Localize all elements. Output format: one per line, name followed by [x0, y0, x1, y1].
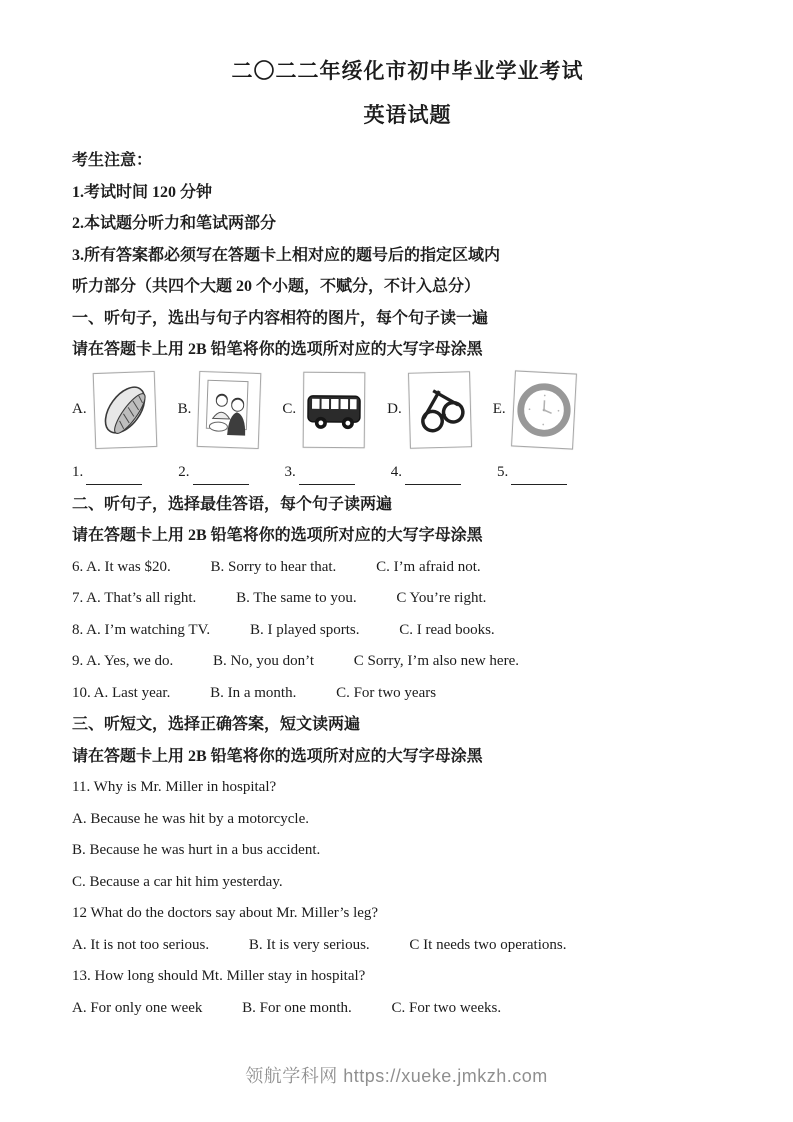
section1-heading: 一、听句子，选出与句子内容相符的图片，每个句子读一遍 — [72, 309, 489, 327]
blank-1-number: 1. — [72, 463, 84, 480]
picture-option-c — [282, 372, 365, 448]
q9-option-b: B. No, you don’t — [213, 653, 314, 669]
section1-instruction: 请在答题卡上用 2B 铅笔将你的选项所对应的大写字母涂黑 — [72, 341, 483, 358]
blank-5 — [497, 459, 567, 485]
bus-icon — [304, 374, 365, 445]
hotdog-icon — [93, 371, 156, 447]
section2-instruction: 请在答题卡上用 2B 铅笔将你的选项所对应的大写字母涂黑 — [72, 527, 483, 544]
exam-subtitle: 英语试题 — [363, 103, 452, 127]
q13-option-c: C. For two weeks. — [391, 999, 502, 1016]
blank-4 — [391, 459, 461, 485]
q10-option-c: C. For two years — [336, 684, 437, 701]
blank-2-number: 2. — [178, 463, 190, 480]
people-talking-icon — [199, 372, 260, 448]
q11-option-a: A. Because he was hit by a motorcycle. — [72, 810, 310, 827]
section2-heading: 二、听句子，选择最佳答语，每个句子读两遍 — [72, 495, 393, 513]
blank-3-line — [299, 469, 355, 485]
blank-4-line — [405, 469, 461, 485]
picture-box-b — [197, 370, 262, 448]
notice-1: 1.考试时间 120 分钟 — [72, 183, 213, 201]
q13-option-b: B. For one month. — [242, 999, 352, 1016]
picture-option-d — [387, 372, 471, 448]
blank-3-number: 3. — [284, 463, 296, 480]
glasses-icon — [409, 373, 471, 447]
question-12-stem: 12 What do the doctors say about Mr. Miller’s leg? — [72, 905, 379, 921]
exam-title: 二〇二二年绥化市初中毕业学业考试 — [231, 59, 584, 83]
section3-heading: 三、听短文，选择正确答案，短文读两遍 — [72, 716, 361, 733]
q12-option-a: A. It is not too serious. — [72, 936, 210, 953]
question-8 — [72, 615, 743, 647]
picture-box-e — [511, 370, 577, 449]
picture-option-b — [178, 372, 261, 448]
question-10 — [72, 678, 743, 710]
notice-2: 2.本试题分听力和笔试两部分 — [72, 215, 277, 232]
blank-1-line — [86, 469, 142, 485]
answer-blanks-row — [72, 459, 743, 485]
q6-option-a: 6. A. It was $20. — [72, 558, 171, 575]
q9-option-c: C Sorry, I’m also new here. — [353, 653, 519, 669]
q13-option-a: A. For only one week — [72, 999, 203, 1016]
picture-box-a — [92, 370, 157, 448]
picture-option-e — [493, 372, 575, 448]
q9-option-a: 9. A. Yes, we do. — [72, 653, 174, 669]
q8-option-c: C. I read books. — [399, 621, 495, 638]
picture-label-a: A. — [72, 401, 87, 417]
picture-label-d: D. — [387, 401, 402, 417]
blank-5-line — [511, 469, 567, 485]
blank-3 — [285, 459, 355, 485]
picture-label-e: E. — [492, 401, 506, 417]
picture-box-c — [303, 371, 366, 448]
q7-option-c: C You’re right. — [396, 590, 487, 606]
question-9 — [72, 646, 743, 678]
question-11-stem: 11. Why is Mr. Miller in hospital? — [72, 779, 277, 795]
blank-2 — [178, 459, 248, 485]
q12-option-b: B. It is very serious. — [248, 936, 370, 953]
picture-box-d — [408, 371, 472, 449]
section3-instruction: 请在答题卡上用 2B 铅笔将你的选项所对应的大写字母涂黑 — [72, 747, 483, 765]
q6-option-b: B. Sorry to hear that. — [210, 558, 337, 575]
q8-option-a: 8. A. I’m watching TV. — [72, 621, 211, 638]
q10-option-b: B. In a month. — [210, 684, 297, 701]
question-13-options — [72, 993, 743, 1025]
q11-option-c: C. Because a car hit him yesterday. — [72, 873, 283, 890]
q7-option-a: 7. A. That’s all right. — [72, 590, 197, 606]
q7-option-b: B. The same to you. — [236, 590, 357, 606]
notice-3: 3.所有答案都必须写在答题卡上相对应的题号后的指定区域内 — [72, 246, 501, 264]
q6-option-c: C. I’m afraid not. — [376, 558, 481, 575]
question-13-stem: 13. How long should Mt. Miller stay in hospital? — [72, 968, 366, 984]
clock-icon — [512, 371, 576, 448]
blank-5-number: 5. — [497, 463, 509, 480]
q12-option-c: C It needs two operations. — [409, 936, 567, 953]
blank-4-number: 4. — [390, 463, 402, 480]
q11-option-b: B. Because he was hurt in a bus accident. — [72, 842, 321, 858]
watermark-text: 领航学科网 https://xueke.jmkzh.com — [245, 1066, 548, 1086]
blank-1 — [72, 459, 142, 485]
picture-option-a — [72, 372, 156, 448]
listening-part-heading: 听力部分（共四个大题 20 个小题，不赋分，不计入总分） — [72, 278, 481, 295]
notice-heading: 考生注意： — [72, 152, 153, 169]
picture-options-row — [72, 367, 743, 453]
q8-option-b: B. I played sports. — [249, 621, 360, 638]
blank-2-line — [193, 469, 249, 485]
question-7 — [72, 583, 743, 615]
q10-option-a: 10. A. Last year. — [72, 684, 171, 701]
question-12-options — [72, 930, 743, 962]
question-6 — [72, 552, 743, 584]
picture-label-c: C. — [282, 401, 297, 417]
picture-label-b: B. — [177, 401, 192, 417]
